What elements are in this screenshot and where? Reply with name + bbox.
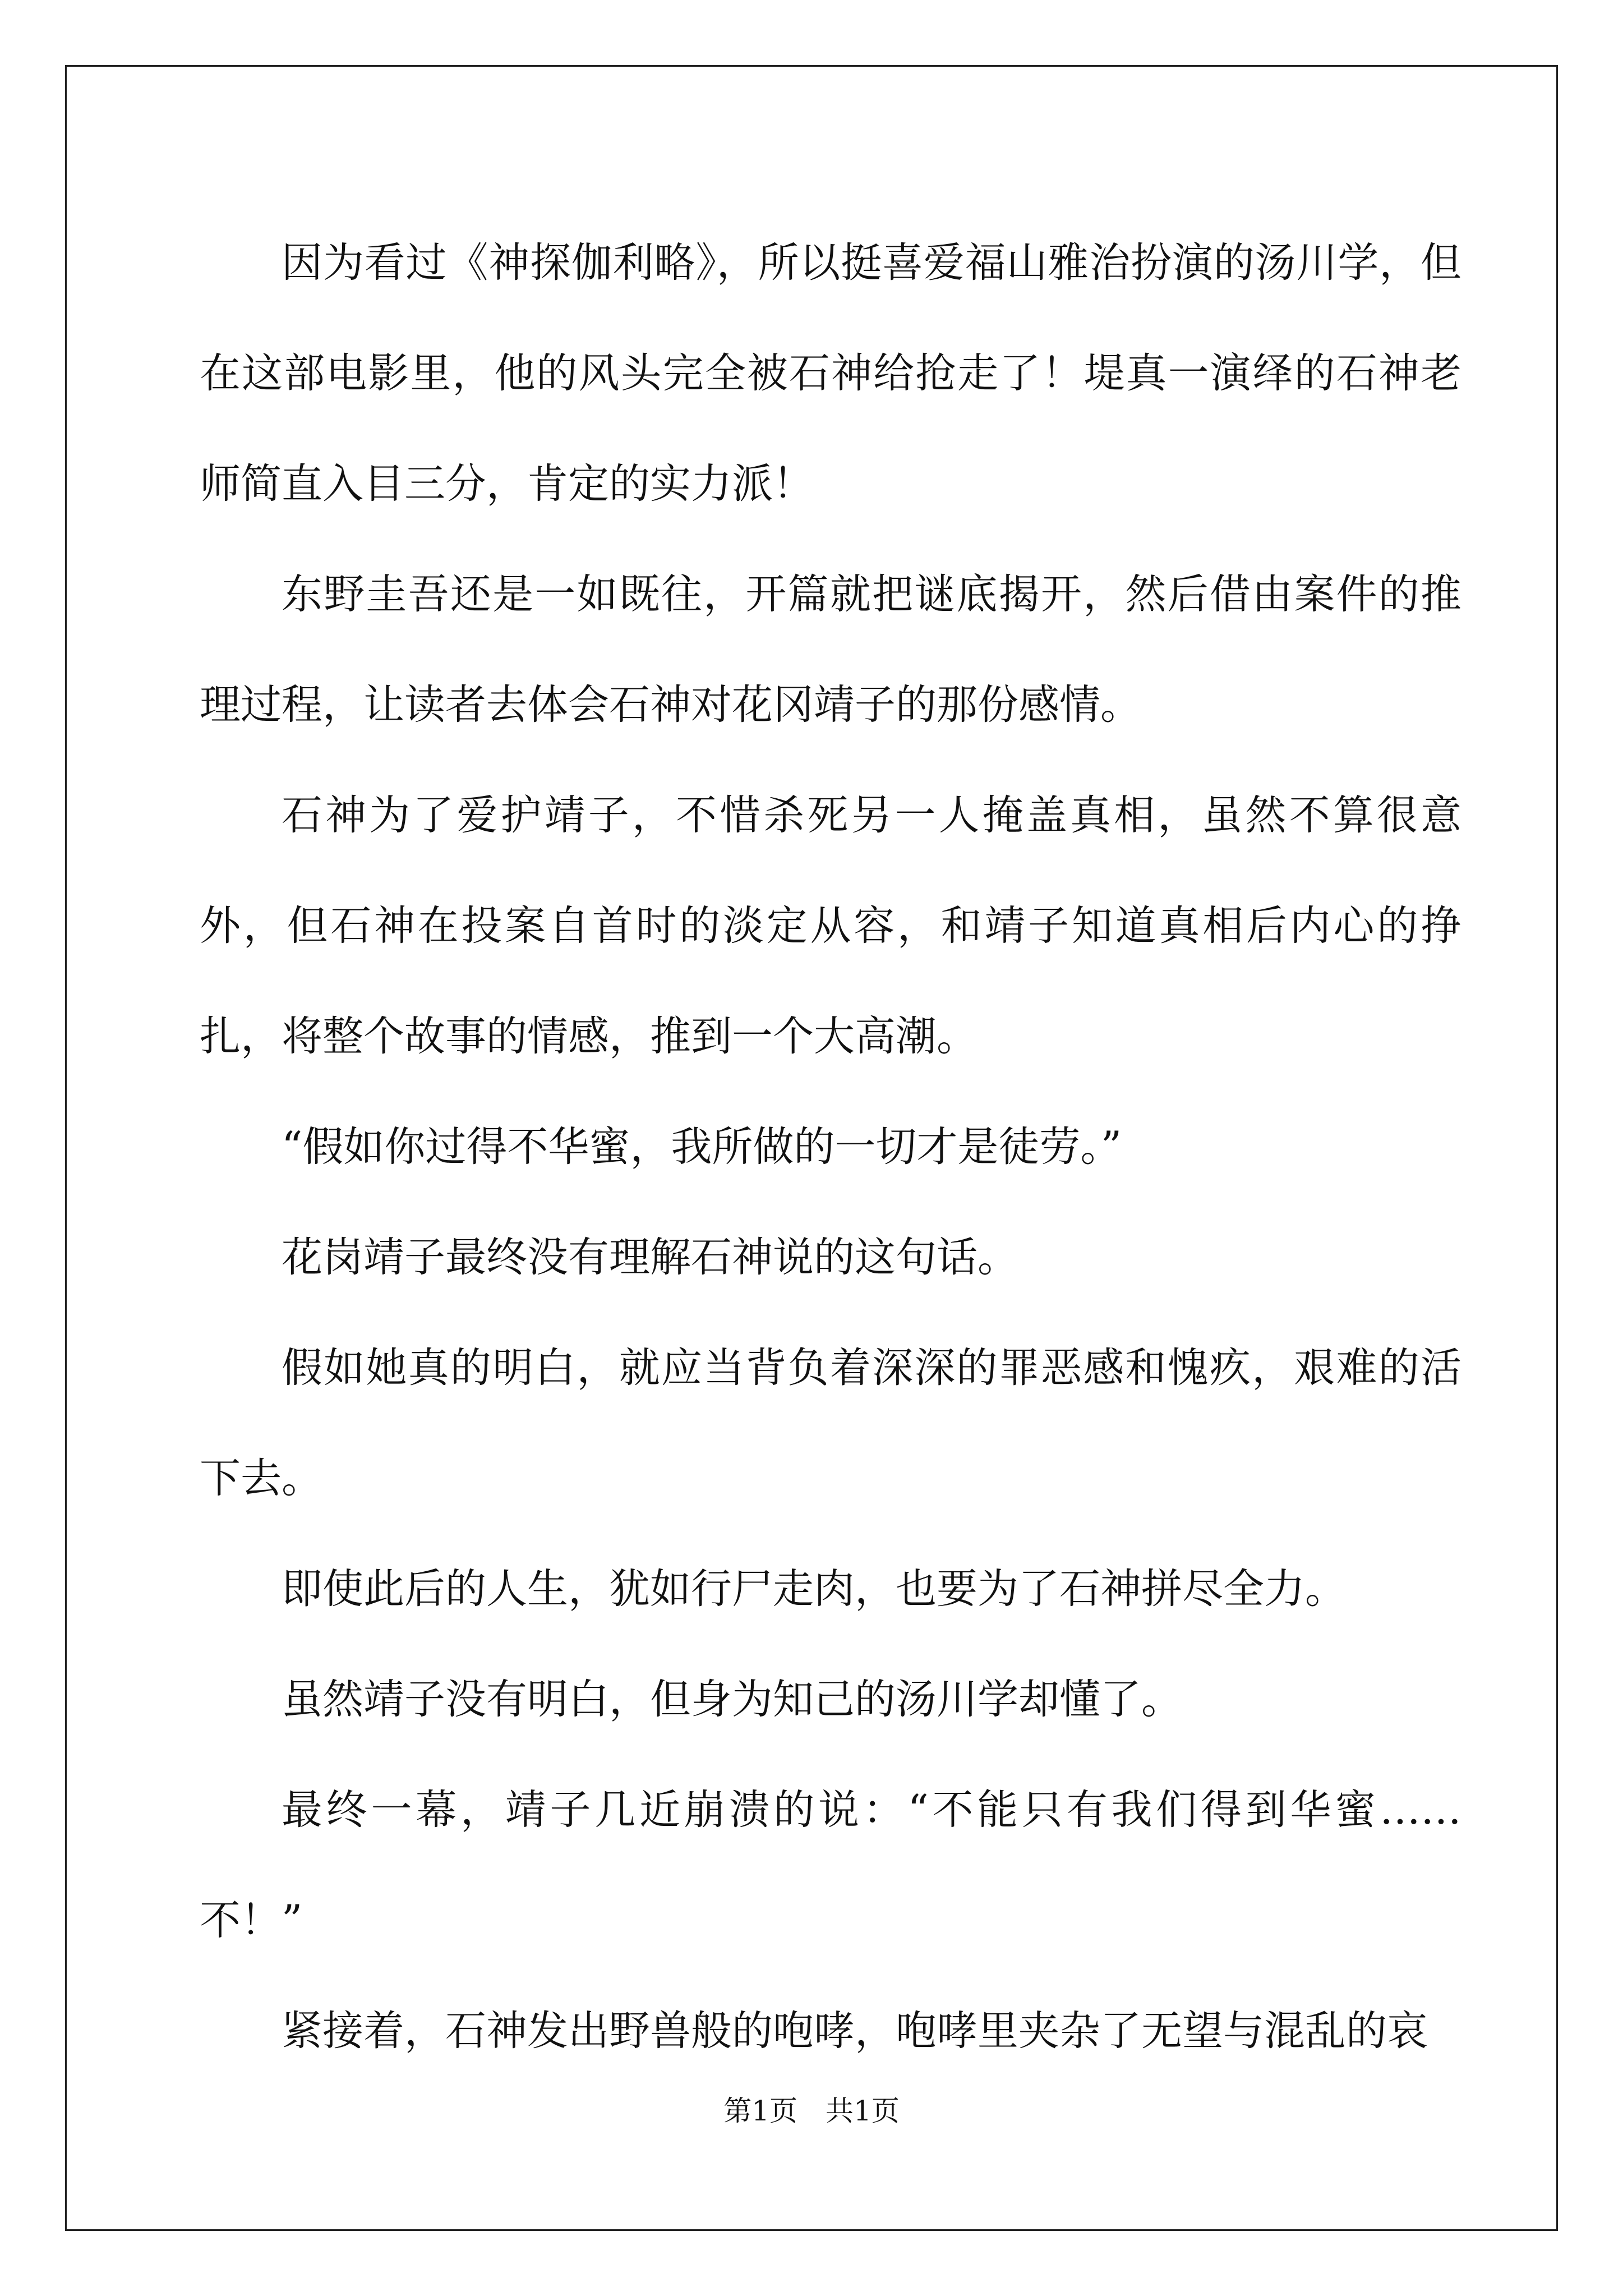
paragraph-5: 花岗靖子最终没有理解石神说的这句话。 xyxy=(282,1234,1018,1281)
paragraph-9: 最终一幕，靖子几近崩溃的说：“不能只有我们得到华蜜……不！” xyxy=(200,1786,1461,1944)
paragraph-4: “假如你过得不华蜜，我所做的一切才是徒劳。” xyxy=(282,1123,1122,1171)
paragraph-7: 即使此后的人生，犹如行尸走肉，也要为了石神拼尽全力。 xyxy=(282,1565,1346,1613)
paragraph-6: 假如她真的明白，就应当背负着深深的罪恶感和愧疚，艰难的活下去。 xyxy=(200,1344,1461,1502)
document-body xyxy=(200,208,1461,2086)
page-footer: 第1页 共1页 xyxy=(723,2095,900,2127)
paragraph-2: 东野圭吾还是一如既往，开篇就把谜底揭开，然后借由案件的推理过程，让读者去体会石神对花冈靖子的那份感情。 xyxy=(200,570,1461,729)
paragraph-8: 虽然靖子没有明白，但身为知己的汤川学却懂了。 xyxy=(282,1676,1182,1723)
paragraph-1: 因为看过《神探伽利略》，所以挺喜爱福山雅治扮演的汤川学，但在这部电影里，他的风头完全被石神给抢走了！堤真一演绎的石神老师简直入目三分，肯定的实力派！ xyxy=(200,239,1461,508)
paragraph-3: 石神为了爱护靖子，不惜杀死另一人掩盖真相，虽然不算很意外，但石神在投案自首时的淡定从容，和靖子知道真相后内心的挣扎，将整个故事的情感，推到一个大高潮。 xyxy=(200,792,1461,1060)
paragraph-10: 紧接着，石神发出野兽般的咆哮，咆哮里夹杂了无望与混乱的哀 xyxy=(282,2007,1428,2055)
